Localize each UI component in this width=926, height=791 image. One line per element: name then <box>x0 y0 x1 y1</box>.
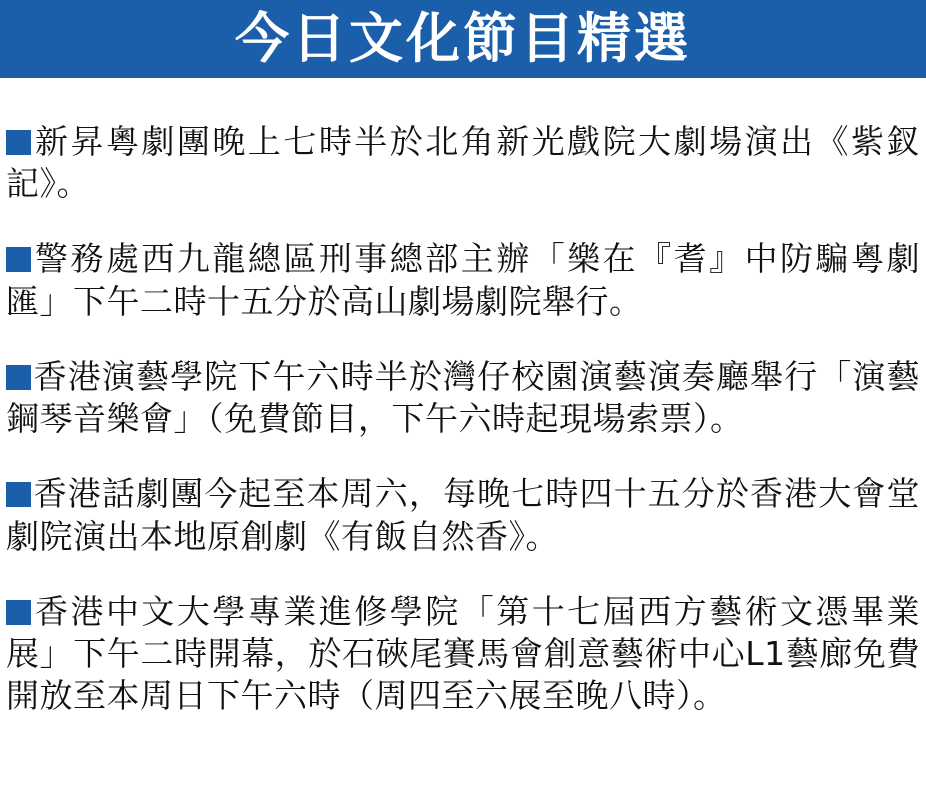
square-bullet-icon <box>6 600 31 625</box>
list-item-text: 香港演藝學院下午六時半於灣仔校園演藝演奏廳舉行「演藝鋼琴音樂會」（免費節目，下午六時起現場索票）。 <box>6 356 920 439</box>
list-item <box>6 591 920 718</box>
page-header <box>0 0 926 78</box>
square-bullet-icon <box>6 130 31 155</box>
list-item <box>6 356 920 440</box>
page-title: 今日文化節目精選 <box>235 7 691 70</box>
list-item-text: 新昇粵劇團晚上七時半於北角新光戲院大劇場演出《紫釵記》。 <box>6 122 920 204</box>
square-bullet-icon <box>6 247 31 272</box>
square-bullet-icon <box>6 482 31 507</box>
list-item-text: 香港話劇團今起至本周六，每晚七時四十五分於香港大會堂劇院演出本地原創劇《有飯自然香》。 <box>6 474 920 556</box>
list-item <box>6 473 920 557</box>
list-item <box>6 238 920 322</box>
entry-list <box>0 78 926 718</box>
list-item <box>6 121 920 205</box>
list-item-text: 警務處西九龍總區刑事總部主辦「樂在『耆』中防騙粵劇匯」下午二時十五分於高山劇場劇院舉行。 <box>6 239 920 321</box>
square-bullet-icon <box>6 365 31 390</box>
list-item-text: 香港中文大學專業進修學院「第十七屆西方藝術文憑畢業展」下午二時開幕，於石硤尾賽馬會創意藝術中心L1藝廊免費開放至本周日下午六時（周四至六展至晚八時）。 <box>6 591 920 716</box>
